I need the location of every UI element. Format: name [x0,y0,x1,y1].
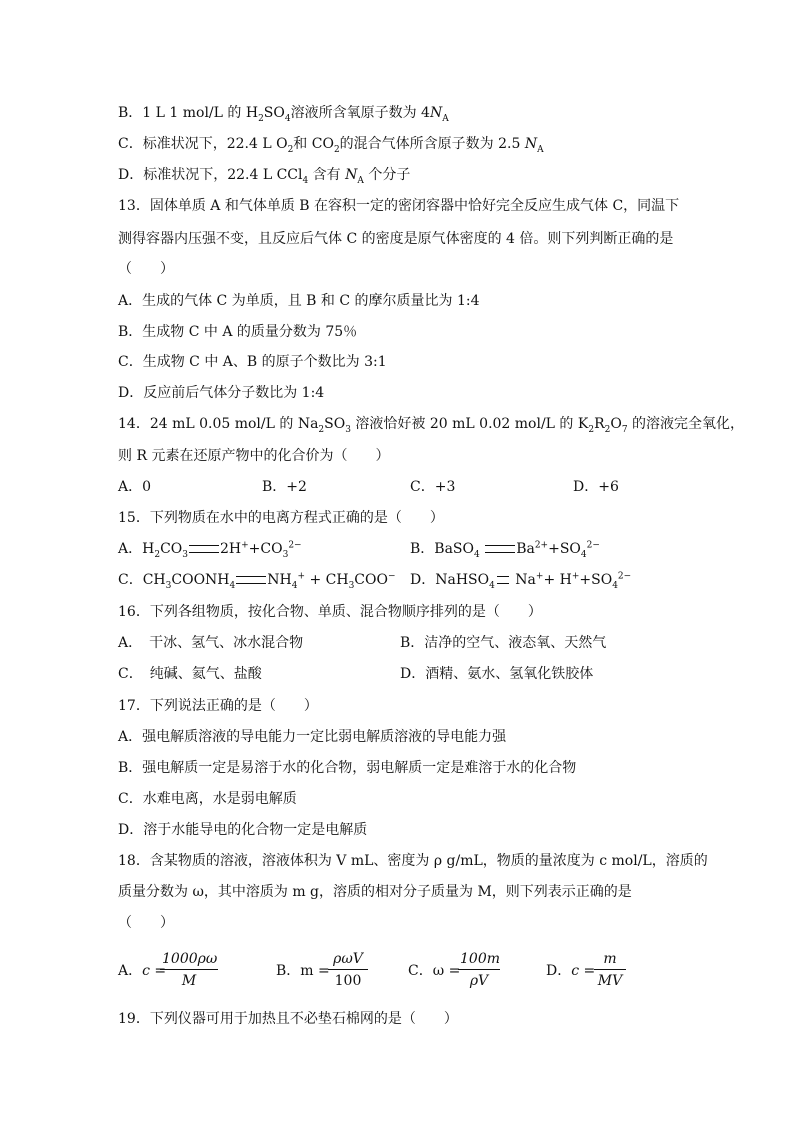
q17-stem: 17．下列说法正确的是（ ） [118,698,318,714]
q17-option-c: C．水难电离，水是弱电解质 [118,791,297,807]
q16-option-a: A． 干冰、氢气、冰水混合物 [118,635,304,651]
q18-stem-line2: 质量分数为 ω，其中溶质为 m g，溶质的相对分子质量为 M，则下列表示正确的是 [118,884,632,900]
q13-option-b: B．生成物 C 中 A 的质量分数为 75％ [118,324,358,340]
q18-option-b-fraction: ρωV 100 [328,949,368,992]
q12-option-c: C．标准状况下，22.4 L $O_2$和 $CO_2$的混合气体所含原子数为 2.5 $N_A$ [118,136,544,155]
equal-sign [497,576,509,584]
q18-answer-paren: （ ） [118,915,174,931]
q14-stem-line1: 14．24 mL 0.05 mol/L 的 $Na_2SO_3$ 溶液恰好被 20 mL 0.02 mol/L 的 $K_2R_2O_7$ 的溶液完全氧化， [118,416,745,435]
q18-option-a-label: A．c = [118,963,167,979]
equilibrium-sign [485,545,515,553]
q16-option-d: D．酒精、氨水、氢氧化铁胶体 [400,666,594,682]
q19-stem: 19．下列仪器可用于加热且不必垫石棉网的是（ ） [118,1011,458,1027]
equilibrium-sign [189,545,219,553]
q13-stem-line1: 13．固体单质 A 和气体单质 B 在容积一定的密闭容器中恰好完全反应生成气体 C，同温下 [118,198,680,214]
q15-stem: 15．下列物质在水中的电离方程式正确的是（ ） [118,510,444,526]
q14-stem-line2: 则 R 元素在还原产物中的化合价为（ ） [118,448,390,464]
q16-option-b: B．洁净的空气、液态氧、天然气 [400,635,607,651]
q18-option-c-label: C．ω = [408,963,461,979]
q16-stem: 16．下列各组物质，按化合物、单质、混合物顺序排列的是（ ） [118,604,542,620]
q14-option-d: D．+6 [573,479,619,495]
q13-option-d: D．反应前后气体分子数比为 1:4 [118,385,325,401]
q15-option-d: D．NaHSO$_4$ $Na^++ H^++SO_4^{2-}$ [410,571,632,591]
q14-option-b: B．+2 [262,479,307,495]
q14-option-c: C．+3 [410,479,456,495]
q17-option-d: D．溶于水能导电的化合物一定是电解质 [118,822,368,838]
q17-option-a: A．强电解质溶液的导电能力一定比弱电解质溶液的导电能力强 [118,729,507,745]
q16-option-c: C． 纯碱、氦气、盐酸 [118,666,262,682]
q13-stem-line2: 测得容器内压强不变，且反应后气体 C 的密度是原气体密度的 4 倍。则下列判断正确的是 [118,231,674,247]
q14-option-a: A．0 [118,479,152,495]
q18-option-b-label: B．m = [276,963,330,979]
q15-option-a: A．$H_2CO_3$ $2H^++CO_3^{2-}$ [118,540,302,560]
q12-option-b: B．1 L 1 mol/L 的 $H_2SO_4$溶液所含氧原子数为 $4N_A$ [118,105,449,124]
q13-answer-paren: （ ） [118,261,174,277]
equilibrium-sign [236,576,266,584]
q15-option-b: B．BaSO$_4$ $Ba^{2+}+SO_4^{2-}$ [410,540,600,560]
q13-option-c: C．生成物 C 中 A、B 的原子个数比为 3:1 [118,354,387,370]
q18-option-d-fraction: $\frac{m}{MV}$ [594,949,626,992]
q12-option-d: D．标准状况下，22.4 L CCl$_4$ 含有 $N_A$ 个分子 [118,167,411,186]
q17-option-b: B．强电解质一定是易溶于水的化合物，弱电解质一定是难溶于水的化合物 [118,760,577,776]
q13-option-a: A．生成的气体 C 为单质，且 B 和 C 的摩尔质量比为 1:4 [118,293,480,309]
q18-option-c-fraction: $\frac{100m}{\rho V}$ [460,951,500,989]
q18-option-d-label: D．c = [546,963,596,979]
q15-option-c: C．$CH_3COONH_4$ $NH_4^+ + CH_3COO^-$ [118,571,396,591]
q18-stem-line1: 18．含某物质的溶液，溶液体积为 V mL、密度为 ρ g/mL，物质的量浓度为 c mol/L，溶质的 [118,853,708,869]
q18-option-a-fraction: $\frac{1000\rho\omega}{M}$ [162,951,218,989]
